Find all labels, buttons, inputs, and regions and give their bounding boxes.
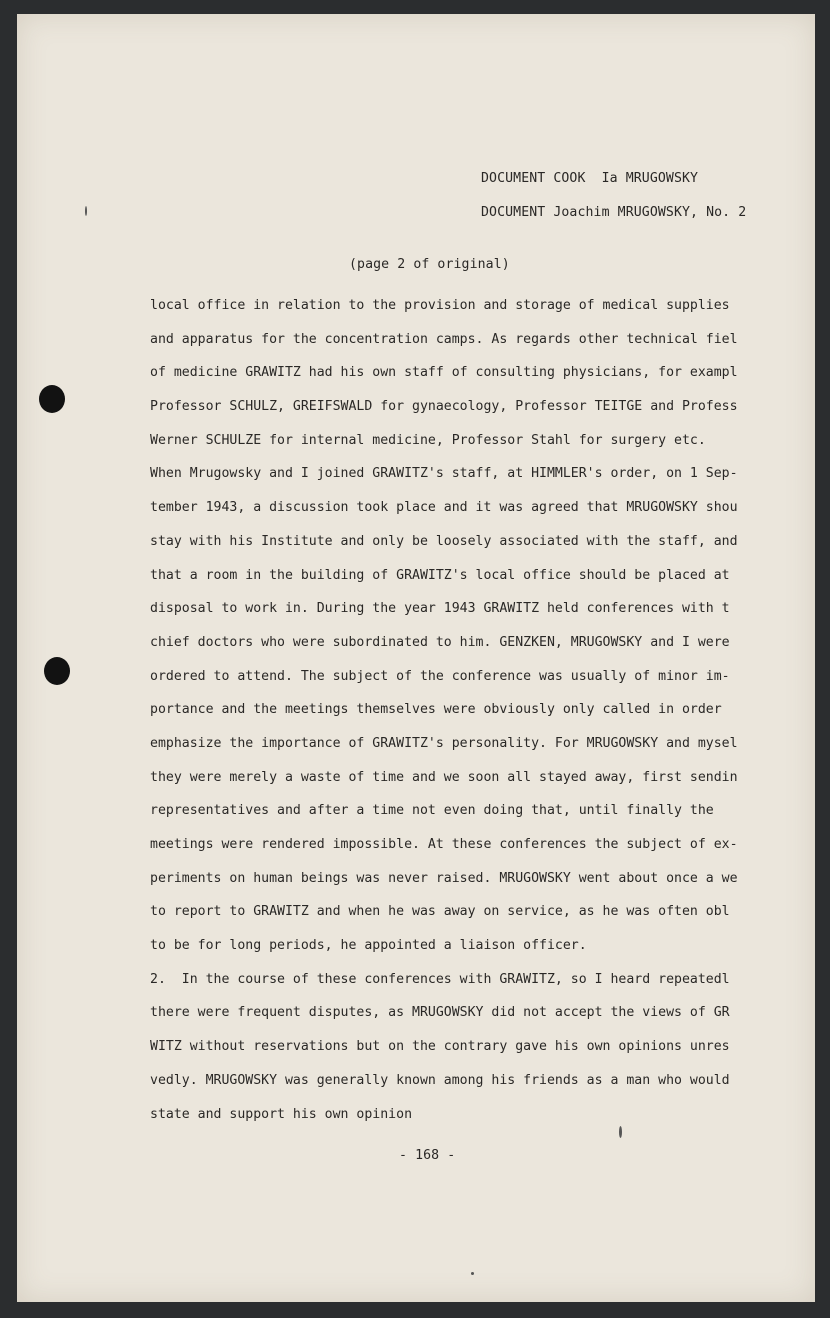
paper-sheet	[17, 14, 815, 1302]
body-line: emphasize the importance of GRAWITZ's personality. For MRUGOWSKY and mysel	[150, 735, 738, 751]
document-header-line-2: DOCUMENT Joachim MRUGOWSKY, No. 2	[481, 205, 747, 220]
body-line: representatives and after a time not even doing that, until finally the	[150, 803, 714, 819]
body-line: periments on human beings was never raised. MRUGOWSKY went about once a we	[150, 870, 738, 886]
body-line: they were merely a waste of time and we soon all stayed away, first sendin	[150, 769, 738, 785]
paper-speck	[471, 1272, 474, 1275]
body-text	[150, 289, 815, 1131]
body-line: 2. In the course of these conferences with GRAWITZ, so I heard repeatedl	[150, 971, 730, 987]
body-line: When Mrugowsky and I joined GRAWITZ's staff, at HIMMLER's order, on 1 Sep-	[150, 466, 738, 482]
body-line: WITZ without reservations but on the contrary gave his own opinions unres	[150, 1039, 730, 1055]
body-line: Professor SCHULZ, GREIFSWALD for gynaecology, Professor TEITGE and Profess	[150, 399, 738, 415]
page-note: (page 2 of original)	[349, 257, 510, 272]
body-line: meetings were rendered impossible. At these conferences the subject of ex-	[150, 837, 738, 852]
body-line: ordered to attend. The subject of the conference was usually of minor im-	[150, 668, 730, 684]
paper-speck	[85, 206, 87, 216]
body-line: state and support his own opinion	[150, 1106, 413, 1122]
body-line: chief doctors who were subordinated to him. GENZKEN, MRUGOWSKY and I were	[150, 634, 730, 650]
body-line: to report to GRAWITZ and when he was away on service, as he was often obl	[150, 904, 730, 920]
punch-hole-upper	[39, 385, 65, 413]
body-line: of medicine GRAWITZ had his own staff of consulting physicians, for exampl	[150, 365, 738, 381]
body-line: local office in relation to the provision and storage of medical supplies	[150, 298, 730, 313]
paper-speck	[619, 1126, 622, 1138]
body-line: Werner SCHULZE for internal medicine, Professor Stahl for surgery etc.	[150, 432, 706, 448]
body-line: portance and the meetings themselves were obviously only called in order	[150, 702, 722, 718]
body-line: that a room in the building of GRAWITZ's local office should be placed at	[150, 567, 730, 583]
document-header-line-1: DOCUMENT COOK Ia MRUGOWSKY	[481, 171, 699, 186]
body-line: and apparatus for the concentration camps. As regards other technical fiel	[150, 331, 738, 347]
punch-hole-lower	[44, 657, 70, 685]
body-line: vedly. MRUGOWSKY was generally known among his friends as a man who would	[150, 1072, 730, 1088]
page-number: - 168 -	[399, 1148, 456, 1163]
body-line: tember 1943, a discussion took place and it was agreed that MRUGOWSKY shou	[150, 500, 738, 516]
body-line: to be for long periods, he appointed a liaison officer.	[150, 938, 587, 954]
body-line: there were frequent disputes, as MRUGOWSKY did not accept the views of GR	[150, 1005, 730, 1021]
body-line: disposal to work in. During the year 1943 GRAWITZ held conferences with t	[150, 601, 730, 617]
body-line: stay with his Institute and only be loosely associated with the staff, and	[150, 533, 738, 549]
